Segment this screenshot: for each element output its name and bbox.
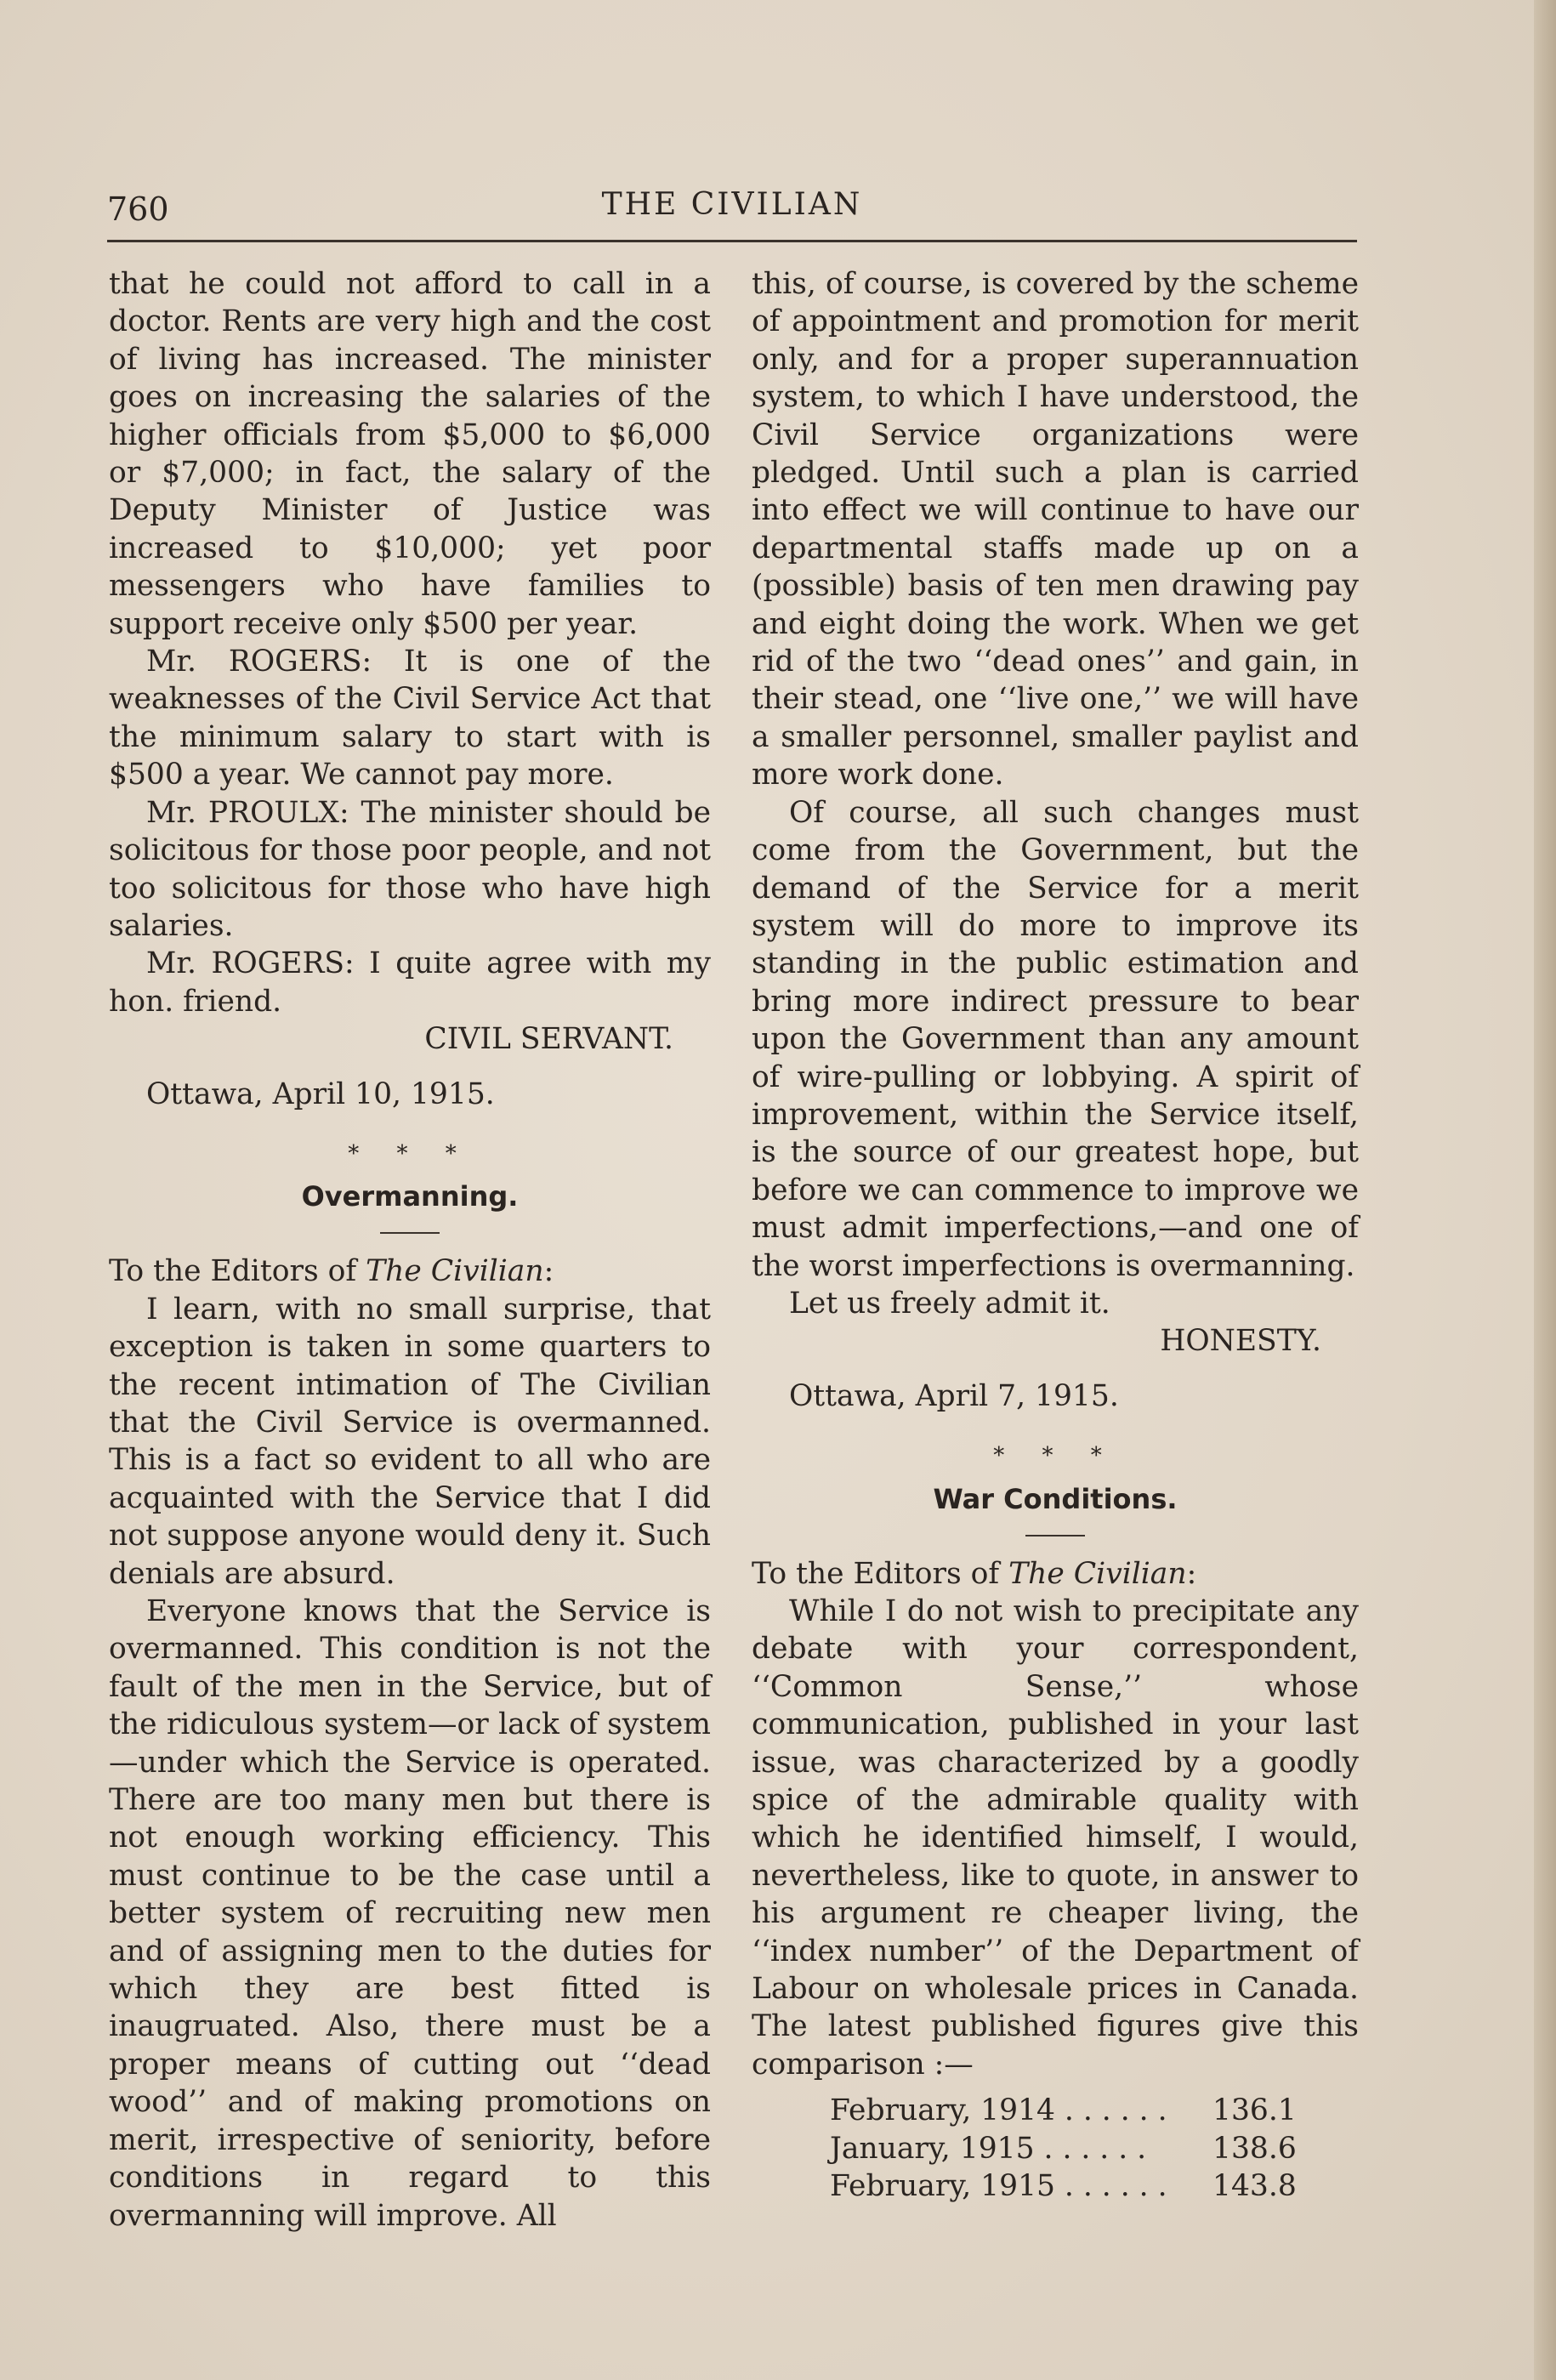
paragraph: While I do not wish to precipitate any debate with your correspondent, ‘‘Common Sense,’’ whose communication, published in your last issue, was characterized by a goodly spice of the admirable quality with which he identified himself, I would, nevertheless, like to quote, in answer to his argument re cheaper living, the ‘‘index number’’ of the Department of Labour on wholesale prices in Canada. The latest published figures give this comparison :— [752,1594,1359,2082]
letter-signature: CIVIL SERVANT. [424,1022,673,1057]
right-column [752,265,1359,2206]
index-month: February, 1915 . . . . . . [830,2169,1167,2204]
table-row [830,2092,1359,2129]
page-header [107,185,1357,230]
index-number-table [830,2092,1359,2205]
journal-name: The Civilian [1008,1556,1187,1591]
section-separator-stars: * * * [993,1443,1117,1469]
table-row [830,2130,1359,2167]
salutation-suffix: : [1186,1556,1197,1591]
letter-signature: HONESTY. [1160,1324,1321,1359]
paragraph: that he could not afford to call in a doctor. Rents are very high and the cost of living has increased. The minister goes on increasing the salaries of the higher officials from $5,000 to $6,000 or $7,000; in fact, the salary of the Deputy Minister of Justice was increased to $10,000; yet poor messengers who have families to support receive only $500 per year. [109,267,711,641]
salutation-suffix: : [543,1254,554,1289]
title-rule [1025,1535,1085,1536]
paragraph: Everyone knows that the Service is overmanned. This condition is not the fault of the men in the Service, but of the ridiculous system—or lack of system—under which the Service is operated. There are too many men but there is not enough working efficiency. This must continue to be the case until a better system of recruiting new men and of assigning men to the duties for which they are best fitted is inaugruated. Also, there must be a proper means of cutting out ‘‘dead wood’’ and of making promotions on merit, irrespective of seniority, before conditions in regard to this overmanning will improve. All [109,1594,711,2233]
salutation-prefix: To the Editors of [109,1254,366,1289]
index-value: 143.8 [1212,2169,1297,2204]
section-separator-stars: * * * [348,1140,472,1167]
letter-salutation [752,1555,1359,1593]
paragraph: Mr. ROGERS: It is one of the weaknesses of the Civil Service Act that the minimum salary to start with is $500 a year. We cannot pay more. [109,645,711,792]
page-spine-shadow [1534,0,1556,2380]
page-number: 760 [107,190,169,228]
index-value: 136.1 [1212,2093,1297,2128]
salutation-prefix: To the Editors of [752,1556,1009,1591]
paragraph: Mr. PROULX: The minister should be solicitous for those poor people, and not too solicitous for those who have high salaries. [109,795,711,943]
letter-dateline: Ottawa, April 10, 1915. [146,1076,495,1111]
title-rule [380,1232,440,1234]
left-column [109,265,711,2235]
paragraph: this, of course, is covered by the scheme of appointment and promotion for merit only, and for a proper superannuation system, to which I have understood, the Civil Service organizations were pledged. Until such a plan is carried into effect we will continue to have our departmental staffs made up on a (possible) basis of ten men drawing pay and eight doing the work. When we get rid of the two ‘‘dead ones’’ and gain, in their stead, one ‘‘live one,’’ we will have a smaller personnel, smaller paylist and more work done. [752,267,1359,792]
paragraph: Mr. ROGERS: I quite agree with my hon. friend. [109,946,711,1019]
letter-dateline: Ottawa, April 7, 1915. [789,1378,1119,1413]
paragraph: Let us freely admit it. [789,1286,1110,1321]
header-rule [107,240,1357,242]
paragraph: Of course, all such changes must come from the Government, but the demand of the Service for a merit system will do more to improve its standing in the public estimation and bring more indirect pressure to bear upon the Government than any amount of wire-pulling or lobbying. A spirit of improvement, within the Service itself, is the source of our greatest hope, but before we can commence to improve we must admit imperfections,—and one of the worst imperfections is overmanning. [752,795,1359,1283]
section-title: War Conditions. [933,1482,1178,1515]
letter-salutation [109,1252,711,1290]
section-title: Overmanning. [301,1180,519,1213]
running-title: THE CIVILIAN [601,187,863,222]
index-value: 138.6 [1212,2131,1297,2166]
index-month: January, 1915 . . . . . . [830,2131,1147,2166]
journal-name: The Civilian [366,1254,544,1289]
index-month: February, 1914 . . . . . . [830,2093,1167,2128]
paragraph: I learn, with no small surprise, that exception is taken in some quarters to the recent intimation of The Civilian that the Civil Service is overmanned. This is a fact so evident to all who are acquainted with the Service that I did not suppose anyone would deny it. Such denials are absurd. [109,1292,711,1591]
table-row [830,2167,1359,2205]
